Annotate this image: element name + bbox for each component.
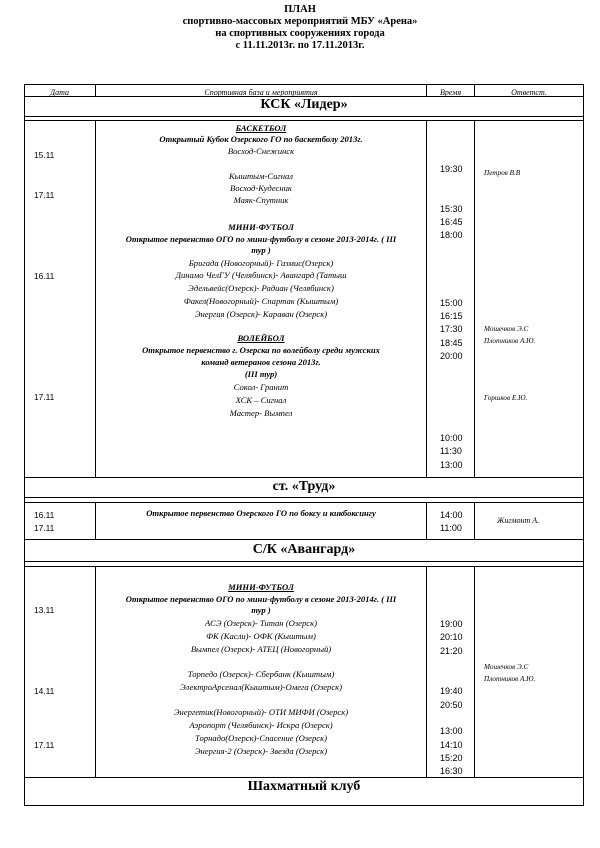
time-cell: 20:00 [440, 351, 463, 361]
time-cell: 17:30 [440, 324, 463, 334]
time-cell: 20:10 [440, 632, 463, 642]
date-cell: 16.11 [34, 510, 55, 520]
sport-heading-futsal: МИНИ-ФУТБОЛ [228, 582, 294, 592]
table-rule [24, 805, 584, 806]
time-cell: 16:45 [440, 217, 463, 227]
event-title-futsal-2: тур ) [251, 605, 271, 615]
match-row: Эдельвейс(Озерск)- Радиан (Челябинск) [188, 283, 334, 293]
event-title-futsal-2: тур ) [251, 245, 271, 255]
sport-heading-volleyball: ВОЛЕЙБОЛ [237, 333, 285, 343]
date-cell: 16.11 [34, 271, 55, 281]
match-row: АСЭ (Озерск)- Титан (Озерск) [205, 618, 317, 628]
time-cell: 15:00 [440, 298, 463, 308]
col-header-event: Спортивная база и мероприятия [204, 88, 318, 97]
match-row: Энергия-2 (Озерск)- Звезда (Озерск) [194, 746, 328, 756]
col-header-date: Дата [50, 88, 69, 97]
event-title-volleyball-3: (III тур) [244, 369, 278, 379]
responsible-cell: Плотников А.Ю. [484, 337, 536, 345]
match-row: Торпедо (Озерск)- Сбербанк (Кыштым) [187, 669, 335, 679]
match-row: Бригада (Новогорный)- Газмис(Озерск) [188, 258, 334, 268]
plan-period: с 11.11.2013г. по 17.11.2013г. [235, 40, 365, 51]
sport-heading-basketball: БАСКЕТБОЛ [235, 123, 287, 133]
event-title-boxing: Открытое первенство Озерского ГО по боксу и кикбоксингу [146, 508, 376, 518]
match-row: Энергетик(Новогорный)- ОТИ МИФИ (Озерск) [173, 707, 349, 717]
table-border-right [583, 84, 584, 806]
plan-subtitle-2: на спортивных сооружениях города [215, 28, 385, 39]
venue-title-avangard: С/К «Авангард» [252, 542, 356, 557]
venue-title-trud: ст. «Труд» [272, 479, 336, 494]
match-row: Восход-Снежинск [227, 146, 295, 156]
match-row: Кыштым-Сигнал [228, 171, 294, 181]
event-title-basketball: Открытый Кубок Озерского ГО по баскетболу 2013г. [159, 134, 363, 144]
match-row: Мастер- Вымпел [229, 408, 293, 418]
table-rule [24, 497, 584, 498]
time-cell: 16:30 [440, 766, 463, 776]
venue-title-lider: КСК «Лидер» [260, 97, 348, 112]
col-header-time: Время [439, 88, 462, 97]
time-cell: 19:30 [440, 164, 463, 174]
time-cell: 11:00 [440, 523, 462, 533]
responsible-cell: Мошечков Э.С [484, 663, 529, 671]
time-cell: 20:50 [440, 700, 463, 710]
date-cell: 15.11 [34, 150, 55, 160]
table-rule [24, 120, 584, 121]
responsible-cell: Плотников А.Ю. [484, 675, 536, 683]
table-rule [24, 561, 584, 562]
date-cell: 14.11 [34, 686, 55, 696]
table-rule [24, 84, 584, 85]
event-title-volleyball: Открытое первенство г. Озерска по волейболу среди мужских [142, 345, 380, 355]
time-cell: 11:30 [440, 446, 462, 456]
responsible-cell: Горшков Е.Ю. [484, 394, 528, 402]
match-row: Факел(Новогорный)- Спартак (Кыштым) [183, 296, 339, 306]
time-cell: 19:00 [440, 619, 463, 629]
time-cell: 18:45 [440, 338, 463, 348]
plan-subtitle: спортивно-массовых мероприятий МБУ «Арена» [182, 16, 418, 27]
match-row: Торнадо(Озерск)-Спасение (Озерск) [195, 733, 327, 743]
col-divider [474, 120, 475, 477]
time-cell: 18:00 [440, 230, 463, 240]
venue-title-chess: Шахматный клуб [247, 779, 361, 794]
table-rule [24, 502, 584, 503]
match-row: Динамо ЧелГУ (Челябинск)- Авангард (Татыш [175, 270, 347, 280]
col-divider [426, 566, 427, 777]
match-row: Аэропорт (Челябинск)- Искра (Озерск) [189, 720, 333, 730]
time-cell: 13:00 [440, 726, 463, 736]
responsible-cell: Жигмонт А. [497, 516, 540, 525]
responsible-cell: Петров В.В [484, 169, 521, 177]
event-title-futsal: Открытое первенство ОГО по мини-футболу в сезоне 2013-2014г. ( III [125, 594, 397, 604]
time-cell: 14:10 [440, 740, 463, 750]
col-divider [474, 502, 475, 539]
time-cell: 14:00 [440, 510, 463, 520]
table-rule [24, 539, 584, 540]
table-rule [24, 116, 584, 117]
match-row: ФК (Касли)- ОФК (Кыштым) [206, 631, 316, 641]
table-rule [24, 566, 584, 567]
time-cell: 15:20 [440, 753, 463, 763]
time-cell: 13:00 [440, 460, 463, 470]
responsible-cell: Мошечков Э.С [484, 325, 529, 333]
event-title-volleyball-2: команд ветеранов сезона 2013г. [201, 357, 321, 367]
match-row: ХСК – Сигнал [235, 395, 287, 405]
match-row: Маяк-Спутник [233, 195, 289, 205]
sport-heading-futsal: МИНИ-ФУТБОЛ [228, 222, 294, 232]
table-rule [24, 777, 584, 778]
match-row: Вымпел (Озерск)- АТЕЦ (Новогорный) [190, 644, 332, 654]
match-row: ЭлектроАрсенал(Кыштым)-Омега (Озерск) [179, 682, 343, 692]
time-cell: 16:15 [440, 311, 463, 321]
date-cell: 17.11 [34, 190, 55, 200]
table-rule [24, 477, 584, 478]
time-cell: 10:00 [440, 433, 463, 443]
plan-title: ПЛАН [284, 4, 316, 15]
time-cell: 21:20 [440, 646, 463, 656]
event-title-futsal: Открытое первенство ОГО по мини-футболу в сезоне 2013-2014г. ( III [125, 234, 397, 244]
date-cell: 17.11 [34, 740, 55, 750]
time-cell: 19:40 [440, 686, 463, 696]
match-row: Восход-Кудесник [230, 183, 292, 193]
match-row: Энергия (Озерск)- Караван (Озерск) [194, 309, 328, 319]
col-header-responsible: Ответст. [511, 88, 547, 97]
col-divider [426, 502, 427, 539]
col-divider [426, 120, 427, 477]
table-border-left [24, 84, 25, 806]
col-divider [474, 566, 475, 777]
date-cell: 13.11 [34, 605, 55, 615]
date-cell: 17.11 [34, 523, 55, 533]
date-cell: 17.11 [34, 392, 55, 402]
time-cell: 15:30 [440, 204, 463, 214]
match-row: Сокол- Гранит [233, 382, 289, 392]
